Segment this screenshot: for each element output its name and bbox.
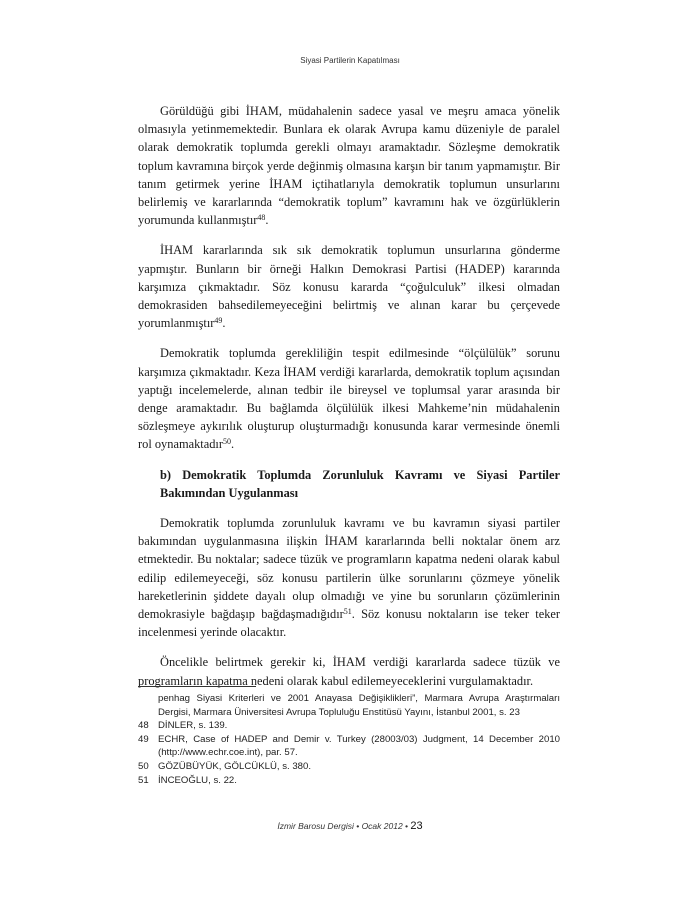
page-number: 23 bbox=[410, 820, 423, 832]
paragraph: Demokratik toplumda gerekliliğin tespit edilmesinde “ölçülülük” sorunu karşımıza çıkmaktadır. Keza İHAM verdiği kararlarda, demokratik toplum açısından yaptığı incelemelerde, alınan tedbir ile bireysel ve toplumsal yarar arasında bir denge aramaktadır. Bu bağlamda ölçülülük ilkesi Mahkeme’nin müdahalenin sözleşmeye aykırılık oluşturup oluşturmadığı konusunda karar vermesinde önemli rol oynamaktadır$^{50}$. bbox=[138, 346, 560, 452]
footnote-ref[interactable]: 48 bbox=[257, 213, 266, 223]
running-head: Siyasi Partilerin Kapatılması bbox=[300, 56, 400, 65]
footnote-text: GÖZÜBÜYÜK, GÖLCÜKLÜ, s. 380. bbox=[158, 760, 312, 772]
footnote-ref[interactable]: 49 bbox=[214, 316, 223, 326]
section-heading: b) Demokratik Toplumda Zorunluluk Kavramı ve Siyasi Partiler Bakımından Uygulanması bbox=[160, 467, 560, 500]
footnote-number: 51 bbox=[138, 774, 149, 786]
footnote-text: ECHR, Case of HADEP and Demir v. Turkey (28003/03) Judgment, 14 December 2010 (http://www.echr.coe.int), par. 57. bbox=[158, 733, 560, 759]
footnote-item bbox=[138, 760, 560, 774]
footnote-number: 48 bbox=[138, 720, 149, 732]
body-text bbox=[138, 102, 560, 702]
footnotes bbox=[138, 692, 560, 787]
footnote-text: İNCEOĞLU, s. 22. bbox=[158, 774, 237, 786]
footnote-ref[interactable]: 50 bbox=[223, 437, 231, 447]
footnote-item bbox=[138, 733, 560, 760]
footnote-number: 50 bbox=[138, 760, 149, 772]
footnote-item bbox=[138, 719, 560, 733]
footnote-ref[interactable]: 51 bbox=[343, 607, 352, 617]
footnote-number: 49 bbox=[138, 733, 149, 745]
footnote-item bbox=[138, 774, 560, 788]
footnote-divider bbox=[138, 686, 256, 687]
footnote-text: penhag Siyasi Kriterleri ve 2001 Anayasa Değişiklikleri”, Marmara Avrupa Araştırmaları Dergisi, Marmara Üniversitesi Avrupa Topluluğu Enstitüsü Yayını, İstanbul 2001, s. 23 bbox=[158, 693, 560, 718]
paragraph: Görüldüğü gibi İHAM, müdahalenin sadece yasal ve meşru amaca yönelik olmasıyla yetinmemektedir. Bunlara ek olarak Avrupa kamu düzeniyle de paralel olarak demokratik toplumda gerekli olmayı aramaktadır. Sözleşme demokratik toplum kavramına birçok yerde değinmiş olmasına karşın bir tanım yapmamıştır. Bir tanım getirmek yerine İHAM içtihatlarıyla demokratik toplumun unsurlarını belirlemiş ve kararlarında “demokratik toplum” kavramını hak ve özgürlüklerin yorumunda kullanmıştır$^{48}$. bbox=[138, 104, 560, 228]
paragraph: Öncelikle belirtmek gerekir ki, İHAM verdiği kararlarda sadece tüzük ve programların kapatma nedeni olarak kabul edilemeyeceklerini vurgulamaktadır. bbox=[138, 655, 560, 688]
journal-name: İzmir Barosu Dergisi • Ocak 2012 • bbox=[277, 821, 411, 831]
paragraph: Demokratik toplumda zorunluluk kavramı ve bu kavramın siyasi partiler bakımından uygulanmasına ilişkin İHAM kararlarında belli noktalar önem arz etmektedir. Bu noktalar; sadece tüzük ve programların kapatma nedeni olarak kabul edilip edilemeyeceği, söz konusu partilerin ülke sorunlarını çözmeye yönelik hareketlerinin şiddete dayalı olup olmadığı ve yine bu sorunların çözümlerinin demokrasiyle bağdaşıp bağdaşmadığıdır$^{51}$. Söz konusu noktaların ise teker teker incelenmesi yerinde olacaktır. bbox=[138, 516, 561, 640]
page-footer bbox=[0, 820, 700, 832]
footnote-item bbox=[138, 692, 560, 719]
footnote-text: DİNLER, s. 139. bbox=[158, 720, 228, 732]
paragraph: İHAM kararlarında sık sık demokratik toplumun unsurlarına gönderme yapmıştır. Bunların bir örneği Halkın Demokrasi Partisi (HADEP) kararında karşımıza çıkmaktadır. Söz konusu kararda “çoğulculuk” ilkesi olmadan demokrasiden bahsedilemeyeceğini belirtmiş ve alınan karar bu çerçevede yorumlanmıştır$^{49}$. bbox=[138, 243, 560, 331]
footnote-number bbox=[138, 692, 158, 719]
